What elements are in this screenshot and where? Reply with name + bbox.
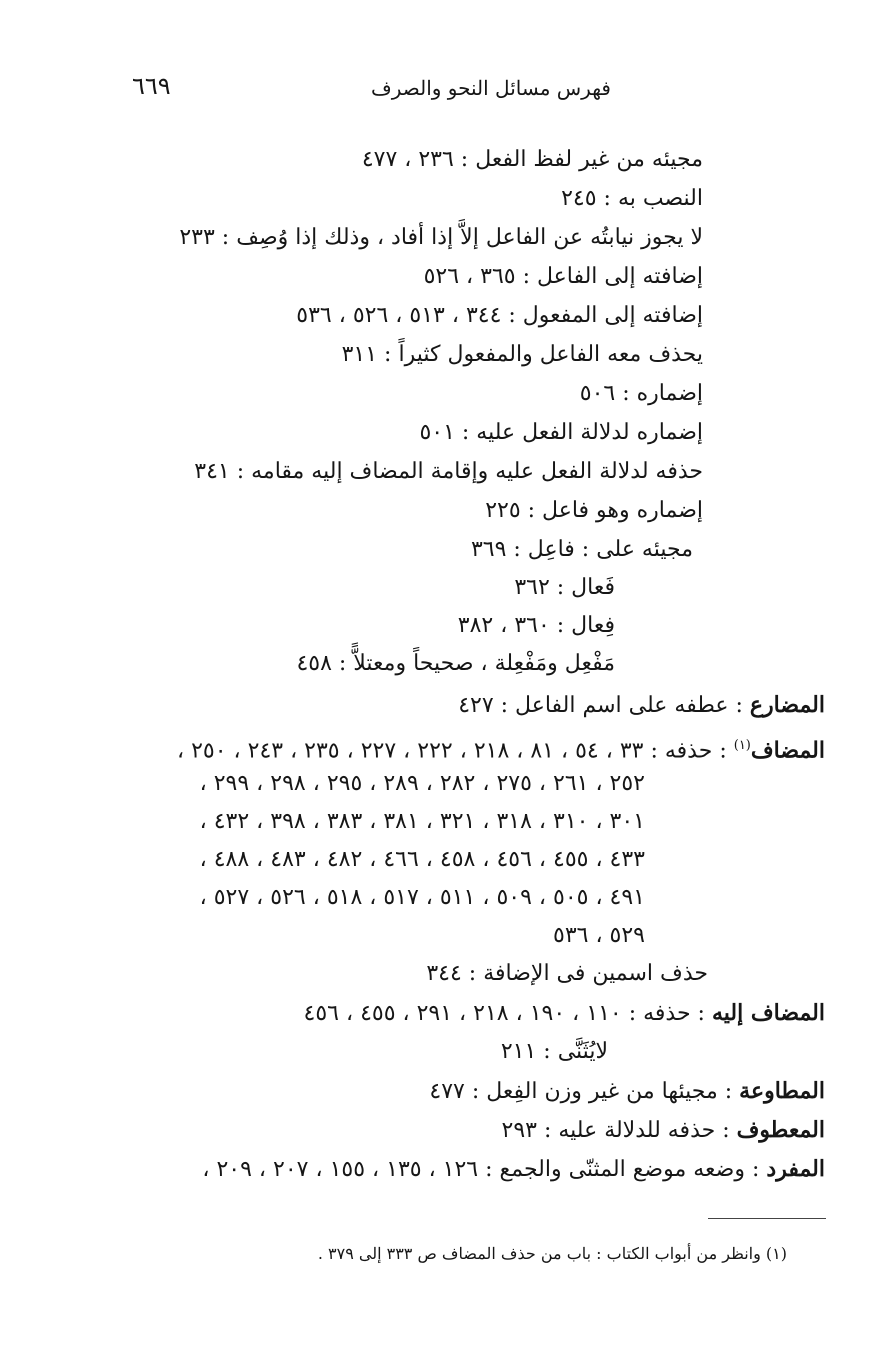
index-text: فِعال : ٣٦٠ ، ٣٨٢ <box>457 613 615 638</box>
index-line <box>485 496 703 526</box>
index-line <box>200 845 645 875</box>
index-text: حذف اسمين فى الإضافة : ٣٤٤ <box>426 961 708 986</box>
index-text: لايُثَنَّى : ٢١١ <box>500 1039 608 1064</box>
index-line <box>501 1037 608 1067</box>
index-line <box>296 301 703 331</box>
index-line <box>296 649 615 679</box>
entry-term: المعطوف <box>736 1117 825 1143</box>
index-line <box>580 379 703 409</box>
index-text: : عطفه على اسم الفاعل : ٤٢٧ <box>458 693 743 718</box>
footnote-ref: (١) <box>733 738 751 753</box>
index-line <box>362 145 703 175</box>
index-text: إضماره : ٥٠٦ <box>579 381 703 406</box>
index-text: حذفه لدلالة الفعل عليه وإقامة المضاف إليه مقامه : ٣٤١ <box>194 459 703 484</box>
index-line <box>553 921 645 951</box>
running-header: فهرس مسائل النحو والصرف <box>370 76 611 100</box>
index-text: إضماره لدلالة الفعل عليه : ٥٠١ <box>419 420 703 445</box>
page-number: ٦٦٩ <box>132 72 171 100</box>
index-line <box>200 769 645 799</box>
index-text: مَفْعِل ومَفْعِلة ، صحيحاً ومعتلاًّ : ٤٥٨ <box>296 651 615 676</box>
index-text: ٥٢٩ ، ٥٣٦ <box>553 923 645 948</box>
index-line <box>561 184 703 214</box>
index-entry <box>458 690 825 721</box>
footnote: (١) وانظر من أبواب الكتاب : باب من حذف المضاف ص ٣٣٣ إلى ٣٧٩ . <box>317 1244 787 1263</box>
index-text: فَعال : ٣٦٢ <box>514 575 615 600</box>
index-line <box>426 959 708 989</box>
footnote-divider <box>708 1218 826 1219</box>
index-text: : حذفه للدلالة عليه : ٢٩٣ <box>501 1118 730 1143</box>
index-text: النصب به : ٢٤٥ <box>561 186 703 211</box>
index-line <box>424 262 703 292</box>
index-line <box>471 535 693 565</box>
entry-term: المطاوعة <box>739 1078 825 1104</box>
index-text: إضماره وهو فاعل : ٢٢٥ <box>485 498 703 523</box>
index-entry <box>429 1076 825 1107</box>
index-line <box>200 807 645 837</box>
index-text: مجيئه من غير لفظ الفعل : ٢٣٦ ، ٤٧٧ <box>361 147 703 172</box>
index-entry <box>304 998 825 1029</box>
index-line <box>179 223 703 253</box>
entry-term: المضاف إليه <box>711 1000 825 1026</box>
index-text: : وضعه موضع المثنّى والجمع : ١٢٦ ، ١٣٥ ، ١٥٥ ، ٢٠٧ ، ٢٠٩ ، <box>202 1157 760 1182</box>
index-entry <box>502 1115 826 1146</box>
index-text: مجيئه على : فاعِل : ٣٦٩ <box>470 537 693 562</box>
entry-term: المضاف <box>750 737 825 764</box>
index-line <box>458 611 615 641</box>
index-text: ٣٠١ ، ٣١٠ ، ٣١٨ ، ٣٢١ ، ٣٨١ ، ٣٨٣ ، ٣٩٨ ، ٤٣٢ ، <box>199 809 645 834</box>
index-line <box>514 573 615 603</box>
index-line <box>200 883 645 913</box>
index-line <box>342 340 703 370</box>
index-text: إضافته إلى الفاعل : ٣٦٥ ، ٥٢٦ <box>423 264 703 289</box>
index-line <box>419 418 703 448</box>
index-text: ٤٩١ ، ٥٠٥ ، ٥٠٩ ، ٥١١ ، ٥١٧ ، ٥١٨ ، ٥٢٦ ، ٥٢٧ ، <box>199 885 645 910</box>
index-text: : حذفه : ١١٠ ، ١٩٠ ، ٢١٨ ، ٢٩١ ، ٤٥٥ ، ٤٥٦ <box>303 1001 705 1026</box>
index-line <box>194 457 703 487</box>
index-text: لا يجوز نيابتُه عن الفاعل إلاَّ إذا أفاد ، وذلك إذا وُصِف : ٢٣٣ <box>179 225 703 250</box>
index-text: ٢٥٢ ، ٢٦١ ، ٢٧٥ ، ٢٨٢ ، ٢٨٩ ، ٢٩٥ ، ٢٩٨ ، ٢٩٩ ، <box>199 771 645 796</box>
entry-term: المضارع <box>749 692 825 718</box>
entry-term: المفرد <box>766 1156 825 1182</box>
index-text: إضافته إلى المفعول : ٣٤٤ ، ٥١٣ ، ٥٢٦ ، ٥٣٦ <box>296 303 703 328</box>
index-text: : مجيئها من غير وزن الفِعل : ٤٧٧ <box>429 1079 733 1104</box>
index-text: يحذف معه الفاعل والمفعول كثيراً : ٣١١ <box>341 342 703 367</box>
index-text: ٤٣٣ ، ٤٥٥ ، ٤٥٦ ، ٤٥٨ ، ٤٦٦ ، ٤٨٢ ، ٤٨٣ ، ٤٨٨ ، <box>199 847 645 872</box>
index-entry <box>202 1154 825 1185</box>
index-text: : حذفه : ٣٣ ، ٥٤ ، ٨١ ، ٢١٨ ، ٢٢٢ ، ٢٢٧ ، ٢٣٥ ، ٢٤٣ ، ٢٥٠ ، <box>176 738 727 764</box>
index-entry <box>177 731 825 766</box>
